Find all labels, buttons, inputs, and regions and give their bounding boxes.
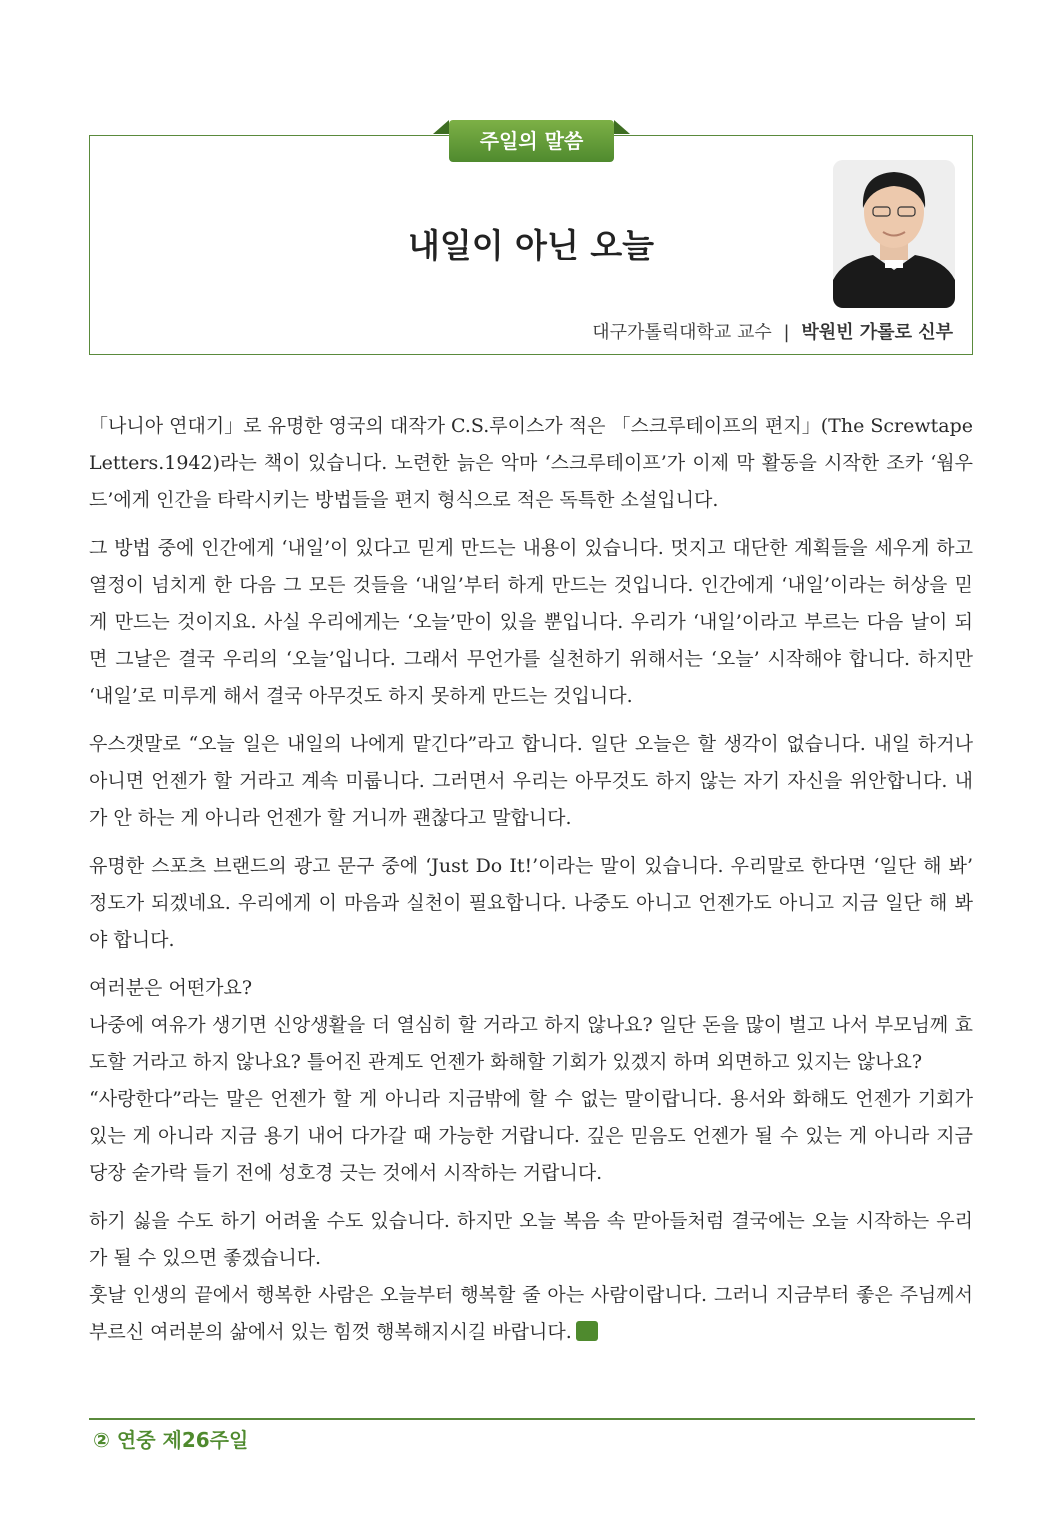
author-portrait: [833, 160, 955, 308]
footer-page-label: ② 연중 제26주일: [93, 1428, 249, 1452]
section-tag-ear-right: [614, 120, 630, 134]
paragraph: 「나니아 연대기」로 유명한 영국의 대작가 C.S.루이스가 적은 「스크루테이프의 편지」(The Screwtape Letters.1942)라는 책이 있습니다. 노련한 늙은 악마 ‘스크루테이프’가 이제 막 활동을 시작한 조카 ‘웜우드’에게 인간을 타락시키는 방법들을 편지 형식으로 적은 독특한 소설입니다.: [89, 415, 973, 511]
paragraph: 나중에 여유가 생기면 신앙생활을 더 열심히 할 거라고 하지 않나요? 일단 돈을 많이 벌고 나서 부모님께 효도할 거라고 하지 않나요? 틀어진 관계도 언젠가 화해할 기회가 있겠지 하며 외면하고 있지는 않나요?: [89, 1014, 973, 1073]
section-tag: 주일의 말씀: [449, 120, 614, 162]
paragraph-last: [89, 1277, 973, 1351]
end-mark-icon: [576, 1321, 598, 1341]
paragraph: 유명한 스포츠 브랜드의 광고 문구 중에 ‘Just Do It!’이라는 말이 있습니다. 우리말로 한다면 ‘일단 해 봐’ 정도가 되겠네요. 우리에게 이 마음과 실천이 필요합니다. 나중도 아니고 언젠가도 아니고 지금 일단 해 봐야 합니다.: [89, 855, 973, 951]
byline-affiliation: 대구가톨릭대학교 교수: [592, 322, 772, 343]
paragraph-last-text: 훗날 인생의 끝에서 행복한 사람은 오늘부터 행복할 줄 아는 사람이랍니다. 그러니 지금부터 좋은 주님께서 부르신 여러분의 삶에서 있는 힘껏 행복해지시길 바랍니다.: [89, 1284, 973, 1343]
paragraph: 여러분은 어떤가요?: [89, 977, 253, 999]
paragraph: 그 방법 중에 인간에게 ‘내일’이 있다고 믿게 만드는 내용이 있습니다. 멋지고 대단한 계획들을 세우게 하고 열정이 넘치게 한 다음 그 모든 것들을 ‘내일’부터 하게 만드는 것입니다. 인간에게 ‘내일’이라는 허상을 믿게 만드는 것이지요. 사실 우리에게는 ‘오늘’만이 있을 뿐입니다. 우리가 ‘내일’이라고 부르는 다음 날이 되면 그날은 결국 우리의 ‘오늘’입니다. 그래서 무언가를 실천하기 위해서는 ‘오늘’ 시작해야 합니다. 하지만 ‘내일’로 미루게 해서 결국 아무것도 하지 못하게 만드는 것입니다.: [89, 537, 973, 707]
paragraph: “사랑한다”라는 말은 언젠가 할 게 아니라 지금밖에 할 수 없는 말이랍니다. 용서와 화해도 언젠가 기회가 있는 게 아니라 지금 용기 내어 다가갈 때 가능한 거랍니다. 깊은 믿음도 언젠가 될 수 있는 게 아니라 지금 당장 숟가락 들기 전에 성호경 긋는 것에서 시작하는 거랍니다.: [89, 1088, 973, 1184]
paragraph: 우스갯말로 “오늘 일은 내일의 나에게 맡긴다”라고 합니다. 일단 오늘은 할 생각이 없습니다. 내일 하거나 아니면 언젠가 할 거라고 계속 미룹니다. 그러면서 우리는 아무것도 하지 않는 자기 자신을 위안합니다. 내가 안 하는 게 아니라 언젠가 할 거니까 괜찮다고 말합니다.: [89, 733, 973, 829]
article-body: [89, 408, 973, 1351]
author-portrait-image: [833, 160, 955, 308]
byline-author-name: 박원빈 가롤로 신부: [801, 322, 953, 343]
footer-divider: [89, 1418, 975, 1420]
section-tag-ear-left: [433, 120, 449, 134]
paragraph: 하기 싫을 수도 하기 어려울 수도 있습니다. 하지만 오늘 복음 속 맏아들처럼 결국에는 오늘 시작하는 우리가 될 수 있으면 좋겠습니다.: [89, 1210, 973, 1269]
byline: [592, 318, 953, 344]
byline-separator: |: [783, 322, 790, 343]
page-title: 내일이 아닌 오늘: [407, 226, 655, 265]
